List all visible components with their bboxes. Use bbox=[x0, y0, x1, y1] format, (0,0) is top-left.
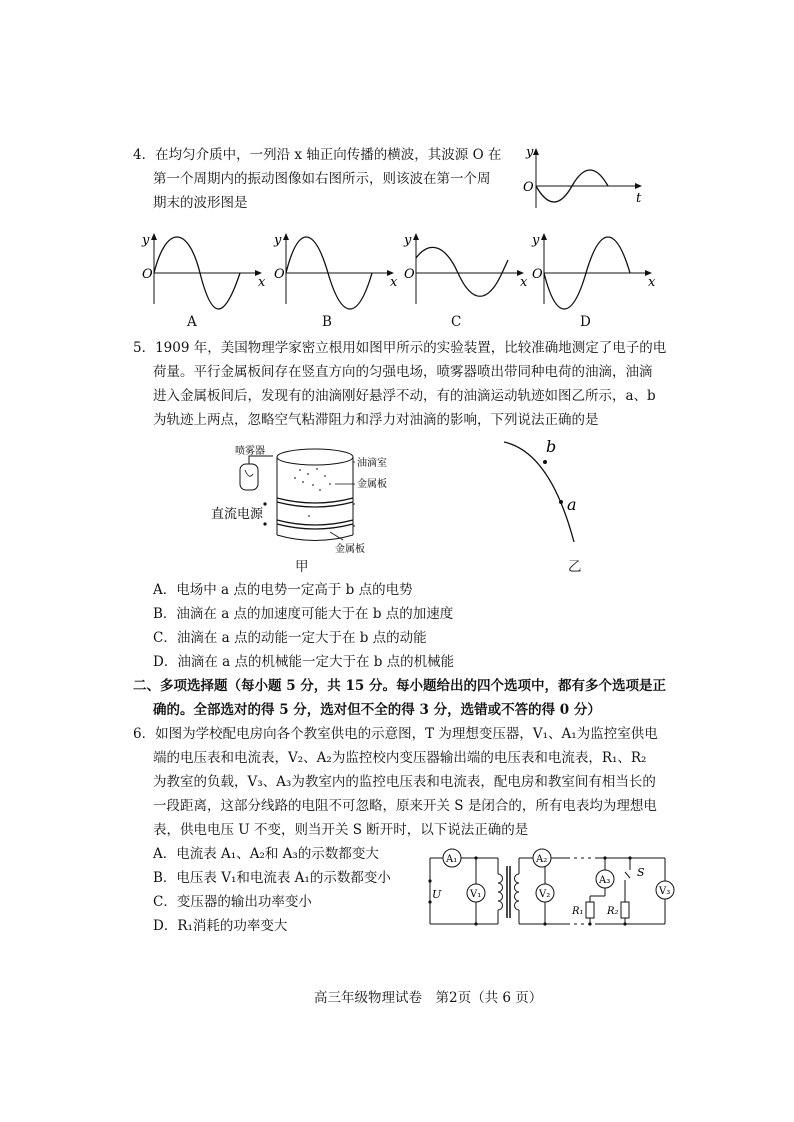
meter-v1: V₁ bbox=[470, 889, 482, 900]
q5-line-4: 为轨迹上两点，忽略空气粘滞阻力和浮力对油滴的影响，下列说法正确的是 bbox=[153, 412, 599, 428]
q4-graph-d bbox=[530, 228, 660, 306]
graph-b-y-label: y bbox=[274, 233, 282, 248]
label-switch-s: S bbox=[637, 866, 645, 879]
q4-line-3: 期末的波形图是 bbox=[153, 195, 248, 211]
point-b-label: b bbox=[546, 437, 557, 456]
q6-line-2: 端的电压表和电流表，V₂、A₂为监控校内变压器输出端的电压表和电流表，R₁、R₂ bbox=[153, 750, 647, 766]
label-sprayer: 喷雾器 bbox=[235, 446, 265, 457]
label-dc-source: 直流电源 bbox=[211, 507, 264, 522]
q5-option-b: B．油滴在 a 点的加速度可能大于在 b 点的加速度 bbox=[153, 606, 454, 622]
graph-d-y-label: y bbox=[532, 233, 540, 248]
graph-b-origin: O bbox=[274, 267, 285, 282]
q6-option-a: A．电流表 A₁、A₂和 A₃的示数都变大 bbox=[153, 846, 379, 862]
q5-option-c: C．油滴在 a 点的动能一定大于在 b 点的动能 bbox=[153, 630, 427, 646]
page-footer: 高三年级物理试卷 第2页（共 6 页） bbox=[314, 990, 543, 1006]
q4-line-1: 4．在均匀介质中，一列沿 x 轴正向传播的横波，其波源 O 在 bbox=[133, 147, 502, 163]
q6-option-c: C．变压器的输出功率变小 bbox=[153, 894, 312, 910]
fig-jia-millikan-apparatus bbox=[205, 440, 425, 555]
meter-a3: A₃ bbox=[599, 875, 611, 886]
graph-a-y-label: y bbox=[142, 233, 150, 248]
q6-line-5: 表，供电电压 U 不变，则当开关 S 断开时，以下说法正确的是 bbox=[153, 822, 529, 838]
graph-a-origin: O bbox=[142, 267, 153, 282]
label-oil-chamber: 油滴室 bbox=[357, 458, 387, 469]
graph-d-origin: O bbox=[532, 267, 543, 282]
q6-line-4: 一段距离，这部分线路的电阻不可忽略，原来开关 S 是闭合的，所有电表均为理想电 bbox=[153, 798, 657, 814]
q5-option-a: A．电场中 a 点的电势一定高于 b 点的电势 bbox=[153, 582, 413, 598]
label-u: U bbox=[432, 888, 442, 901]
graph-d-x-label: x bbox=[648, 275, 656, 290]
q4-graph-a bbox=[140, 228, 270, 306]
fig-yi-caption: 乙 bbox=[568, 559, 582, 575]
q4-graph-c bbox=[402, 228, 532, 306]
fig-jia-caption: 甲 bbox=[295, 559, 309, 575]
q5-line-1: 5．1909 年，美国物理学家密立根用如图甲所示的实验装置，比较准确地测定了电子的电 bbox=[133, 340, 667, 356]
graph-d-caption: D bbox=[580, 314, 591, 330]
meter-v2: V₂ bbox=[539, 889, 551, 900]
graph-c-y-label: y bbox=[404, 233, 412, 248]
q6-circuit-diagram bbox=[420, 844, 670, 930]
vib-origin-label: O bbox=[523, 180, 534, 195]
q4-line-2: 第一个周期内的振动图像如右图所示，则该波在第一个周 bbox=[153, 171, 491, 187]
q4-graph-b bbox=[272, 228, 402, 306]
label-plate-top: 金属板 bbox=[357, 479, 387, 490]
graph-a-caption: A bbox=[187, 314, 197, 330]
graph-a-x-label: x bbox=[258, 275, 266, 290]
q6-line-1: 6．如图为学校配电房向各个教室供电的示意图，T 为理想变压器，V₁、A₁为监控室供电 bbox=[133, 726, 658, 742]
graph-b-x-label: x bbox=[390, 275, 398, 290]
label-plate-bottom: 金属板 bbox=[335, 544, 365, 555]
section2-line-2: 确的。全部选对的得 5 分，选对但不全的得 3 分，选错或不答的得 0 分） bbox=[153, 702, 601, 718]
q4-vibration-graph bbox=[518, 146, 648, 210]
q5-line-3: 进入金属板间后，发现有的油滴刚好悬浮不动，有的油滴运动轨迹如图乙所示，a、b bbox=[153, 388, 656, 404]
graph-c-origin: O bbox=[404, 267, 415, 282]
graph-c-caption: C bbox=[451, 314, 462, 330]
q6-line-3: 为教室的负载，V₃、A₃为教室内的监控电压表和电流表，配电房和教室间有相当长的 bbox=[153, 774, 656, 790]
graph-c-x-label: x bbox=[520, 275, 528, 290]
meter-a1: A₁ bbox=[446, 854, 458, 865]
section2-line-1: 二、多项选择题（每小题 5 分，共 15 分。每小题给出的四个选项中，都有多个选项是正 bbox=[133, 678, 666, 694]
q5-line-2: 荷量。平行金属板间存在竖直方向的匀强电场，喷雾器喷出带同种电荷的油滴，油滴 bbox=[153, 364, 653, 380]
q6-option-d: D．R₁消耗的功率变大 bbox=[153, 918, 288, 934]
label-r1: R₁ bbox=[572, 906, 584, 917]
vib-y-label: y bbox=[526, 145, 534, 160]
graph-b-caption: B bbox=[322, 314, 332, 330]
q5-option-d: D．油滴在 a 点的机械能一定大于在 b 点的机械能 bbox=[153, 654, 455, 670]
meter-v3: V₃ bbox=[659, 886, 671, 897]
point-a-label: a bbox=[567, 495, 577, 514]
label-r2: R₂ bbox=[607, 906, 619, 917]
q6-option-b: B．电压表 V₁和电流表 A₁的示数都变小 bbox=[153, 870, 391, 886]
meter-a2: A₂ bbox=[536, 854, 548, 865]
fig-yi-trajectory bbox=[498, 430, 598, 550]
vib-t-label: t bbox=[636, 191, 642, 206]
